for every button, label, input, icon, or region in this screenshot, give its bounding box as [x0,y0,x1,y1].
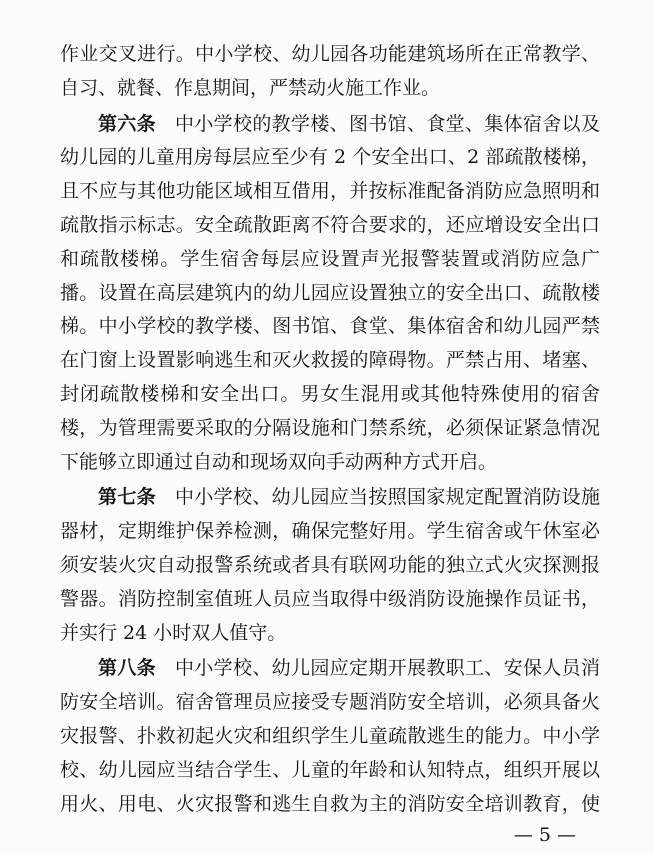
article-label: 第六条 [98,112,156,135]
text-line: 封闭疏散楼梯和安全出口。男女生混用或其他特殊使用的宿舍 [60,382,600,405]
text-line: 中小学校的教学楼、图书馆、食堂、集体宿舍以及 [175,112,600,135]
article-label: 第七条 [98,486,156,509]
text-line: 播。设置在高层建筑内的幼儿园应设置独立的安全出口、疏散楼 [60,281,600,304]
text-line: 警器。消防控制室值班人员应当取得中级消防设施操作员证书， [60,587,600,610]
text-line: 幼儿园的儿童用房每层应至少有 2 个安全出口、2 部疏散楼梯， [60,146,600,169]
text-line: 和疏散楼梯。学生宿舍每层应设置声光报警装置或消防应急广 [60,247,600,270]
article-first-line [98,108,600,142]
text-line: 作业交叉进行。中小学校、幼儿园各功能建筑场所在正常教学、 [60,43,600,65]
text-line: 器材，定期维护保养检测，确保完整好用。学生宿舍或午休室必 [60,520,600,543]
article-label: 第八条 [98,657,156,680]
text-line: 且不应与其他功能区域相互借用，并按标准配备消防应急照明和 [60,180,600,203]
text-line: 自习、就餐、作息期间，严禁动火施工作业。 [60,76,441,99]
text-line: 并实行 24 小时双人值守。 [60,621,287,644]
text-line: 防安全培训。宿舍管理员应接受专题消防安全培训，必须具备火 [60,691,600,714]
document-page [60,38,600,821]
text-line: 用火、用电、火灾报警和逃生自救为主的消防安全培训教育，使 [60,792,600,815]
text-line: 校、幼儿园应当结合学生、儿童的年龄和认知特点，组织开展以 [60,758,600,781]
paragraph-continuation [60,38,600,106]
article-first-line [98,652,600,686]
article-6 [60,108,600,480]
text-line: 楼，为管理需要采取的分隔设施和门禁系统，必须保证紧急情况 [60,416,600,439]
text-line: 梯。中小学校的教学楼、图书馆、食堂、集体宿舍和幼儿园严禁 [60,315,600,338]
text-line: 中小学校、幼儿园应定期开展教职工、安保人员消 [175,657,600,680]
article-7 [60,481,600,650]
page-number: — 5 — [513,824,576,846]
article-first-line [98,481,600,515]
text-line: 在门窗上设置影响逃生和灭火救援的障碍物。严禁占用、堵塞、 [60,349,600,372]
article-8 [60,652,600,821]
text-line: 中小学校、幼儿园应当按照国家规定配置消防设施 [175,486,600,509]
text-line: 下能够立即通过自动和现场双向手动两种方式开启。 [60,450,498,473]
text-line: 须安装火灾自动报警系统或者具有联网功能的独立式火灾探测报 [60,553,600,576]
text-line: 灾报警、扑救初起火灾和组织学生儿童疏散逃生的能力。中小学 [60,724,600,747]
text-line: 疏散指示标志。安全疏散距离不符合要求的，还应增设安全出口 [60,213,600,236]
